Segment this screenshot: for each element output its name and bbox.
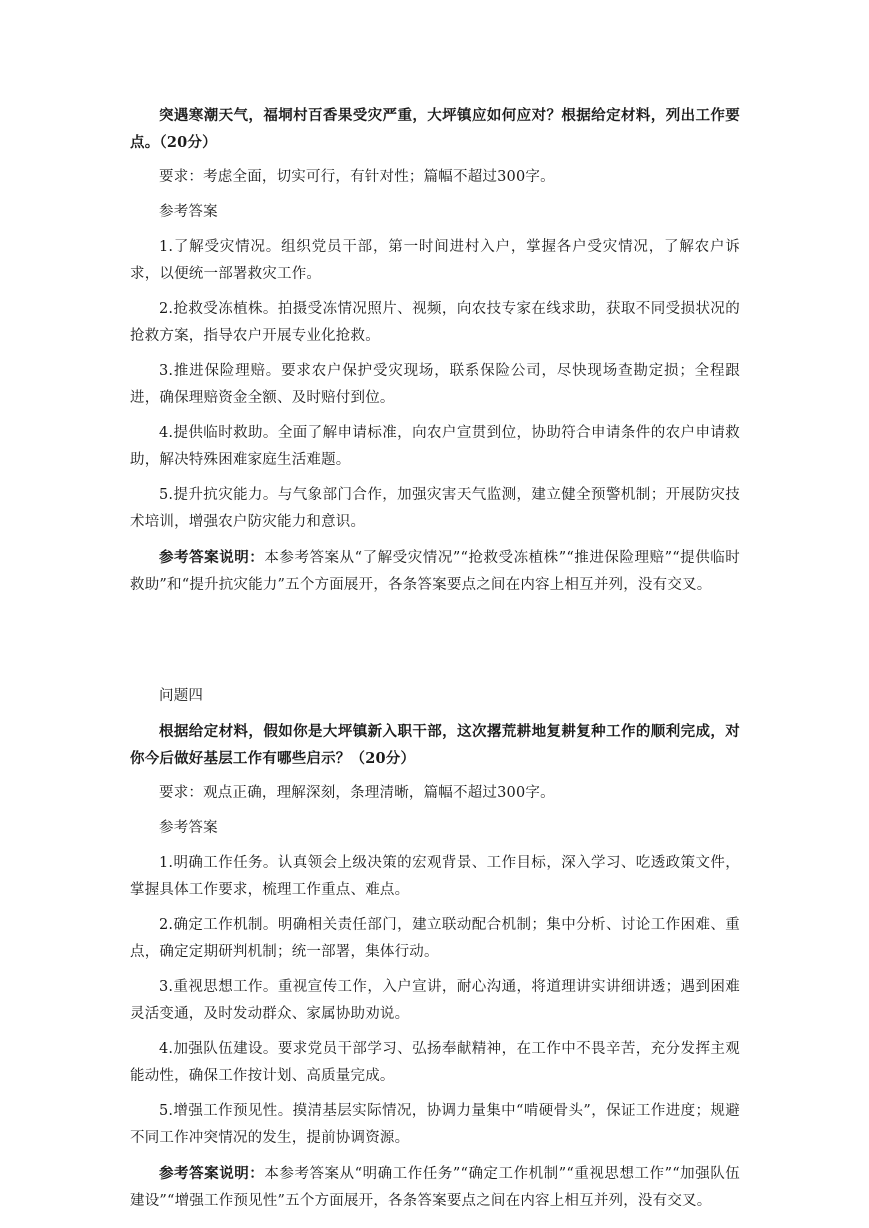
question-four-note: [130, 1160, 740, 1215]
question-three-point-1: 1.了解受灾情况。组织党员干部，第一时间进村入户，掌握各户受灾情况，了解农户诉求，以便统一部署救灾工作。: [130, 239, 740, 282]
document-page: [130, 102, 740, 1223]
question-four-note-label: 参考答案说明：: [159, 1165, 265, 1182]
question-four-point-1: 1.明确工作任务。认真领会上级决策的宏观背景、工作目标，深入学习、吃透政策文件，掌握具体工作要求，梳理工作重点、难点。: [130, 855, 740, 898]
question-three-point-2: 2.抢救受冻植株。拍摄受冻情况照片、视频，向农技专家在线求助，获取不同受损状况的抢救方案，指导农户开展专业化抢救。: [130, 301, 740, 344]
question-three-note: [130, 544, 740, 599]
question-four-title: 问题四: [159, 688, 204, 704]
question-four-requirement: 要求：观点正确，理解深刻，条理清晰，篇幅不超过300字。: [159, 785, 555, 801]
question-three-answer-heading: 参考答案: [159, 204, 218, 220]
question-three-prompt: 突遇寒潮天气，福垌村百香果受灾严重，大坪镇应如何应对？根据给定材料，列出工作要点。（20分）: [130, 107, 740, 151]
question-three-point-3: 3.推进保险理赔。要求农户保护受灾现场，联系保险公司，尽快现场查勘定损；全程跟进，确保理赔资金全额、及时赔付到位。: [130, 363, 740, 406]
section-gap: [130, 607, 740, 683]
question-four-answer-heading: 参考答案: [159, 820, 218, 836]
question-four-point-2: 2.确定工作机制。明确相关责任部门，建立联动配合机制；集中分析、讨论工作困难、重点，确定定期研判机制；统一部署，集体行动。: [130, 917, 740, 960]
question-three-requirement: 要求：考虑全面，切实可行，有针对性；篇幅不超过300字。: [159, 169, 555, 185]
question-four-point-5: 5.增强工作预见性。摸清基层实际情况，协调力量集中“啃硬骨头”，保证工作进度；规避不同工作冲突情况的发生，提前协调资源。: [130, 1103, 740, 1146]
question-three-point-4: 4.提供临时救助。全面了解申请标准，向农户宣贯到位，协助符合申请条件的农户申请救助，解决特殊困难家庭生活难题。: [130, 425, 740, 468]
question-four-point-4: 4.加强队伍建设。要求党员干部学习、弘扬奉献精神，在工作中不畏辛苦，充分发挥主观能动性，确保工作按计划、高质量完成。: [130, 1041, 740, 1084]
question-four-point-3: 3.重视思想工作。重视宣传工作，入户宣讲，耐心沟通，将道理讲实讲细讲透；遇到困难灵活变通，及时发动群众、家属协助劝说。: [130, 979, 740, 1022]
question-three-note-label: 参考答案说明：: [159, 549, 265, 566]
question-four-note-text: 本参考答案从“明确工作任务”“确定工作机制”“重视思想工作”“加强队伍建设”“增强工作预见性”五个方面展开，各条答案要点之间在内容上相互并列，没有交叉。: [130, 1166, 741, 1209]
question-three-point-5: 5.提升抗灾能力。与气象部门合作，加强灾害天气监测，建立健全预警机制；开展防灾技术培训，增强农户防灾能力和意识。: [130, 487, 740, 530]
question-three-note-text: 本参考答案从“了解受灾情况”“抢救受冻植株”“推进保险理赔”“提供临时救助”和“提升抗灾能力”五个方面展开，各条答案要点之间在内容上相互并列，没有交叉。: [130, 550, 741, 593]
question-four-prompt: 根据给定材料，假如你是大坪镇新入职干部，这次撂荒耕地复耕复种工作的顺利完成，对你今后做好基层工作有哪些启示？（20分）: [130, 723, 740, 767]
